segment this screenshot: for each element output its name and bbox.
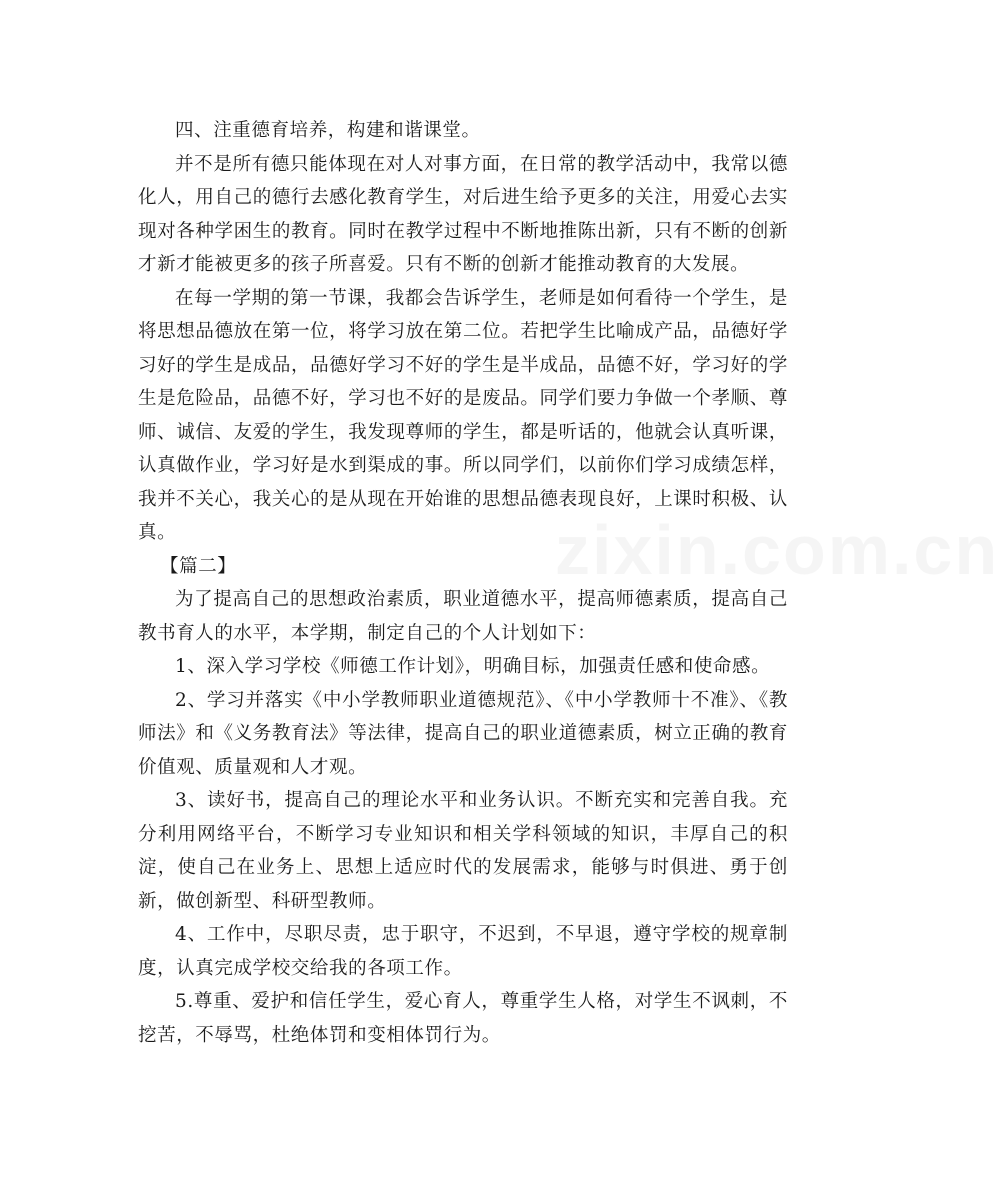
paragraph-moral-education: 并不是所有德只能体现在对人对事方面，在日常的教学活动中，我常以德化人，用自己的德行去感化教育学生，对后进生给予更多的关注，用爱心去实现对各种学困生的教育。同时在教学过程中不断地推陈出新，只有不断的创新才新才能被更多的孩子所喜爱。只有不断的创新才能推动教育的大发展。 [138, 153, 788, 275]
document-body [138, 114, 788, 1052]
plan-item-3: 3、读好书，提高自己的理论水平和业务认识。不断充实和完善自我。充分利用网络平台，不断学习专业知识和相关学科领域的知识，丰厚自己的积淀，使自己在业务上、思想上适应时代的发展需求，能够与时俱进、勇于创新，做创新型、科研型教师。 [138, 790, 788, 912]
paragraph-plan-intro: 为了提高自己的思想政治素质，职业道德水平，提高师德素质，提高自己教书育人的水平，本学期，制定自己的个人计划如下： [138, 589, 788, 644]
plan-item-4: 4、工作中，尽职尽责，忠于职守，不迟到，不早退，遵守学校的规章制度，认真完成学校交给我的各项工作。 [138, 924, 788, 979]
paragraph-first-lesson: 在每一学期的第一节课，我都会告诉学生，老师是如何看待一个学生，是将思想品德放在第一位，将学习放在第二位。若把学生比喻成产品，品德好学习好的学生是成品，品德好学习不好的学生是半成品，品德不好，学习好的学生是危险品，品德不好，学习也不好的是废品。同学们要力争做一个孝顺、尊师、诚信、友爱的学生，我发现尊师的学生，都是听话的，他就会认真听课，认真做作业，学习好是水到渠成的事。所以同学们，以前你们学习成绩怎样，我并不关心，我关心的是从现在开始谁的思想品德表现良好，上课时积极、认真。 [138, 287, 788, 543]
plan-item-5: 5.尊重、爱护和信任学生，爱心育人，尊重学生人格，对学生不讽刺，不挖苦，不辱骂，杜绝体罚和变相体罚行为。 [138, 991, 788, 1046]
section-heading-four: 四、注重德育培养，构建和谐课堂。 [175, 120, 481, 141]
plan-item-2: 2、学习并落实《中小学教师职业道德规范》、《中小学教师十不准》、《教师法》和《义务教育法》等法律，提高自己的职业道德素质，树立正确的教育价值观、质量观和人才观。 [138, 689, 788, 778]
plan-item-1: 1、深入学习学校《师德工作计划》，明确目标，加强责任感和使命感。 [175, 656, 771, 677]
section-title-part-two: 【篇二】 [160, 555, 237, 577]
watermark: zixin.com.cn [555, 511, 999, 589]
